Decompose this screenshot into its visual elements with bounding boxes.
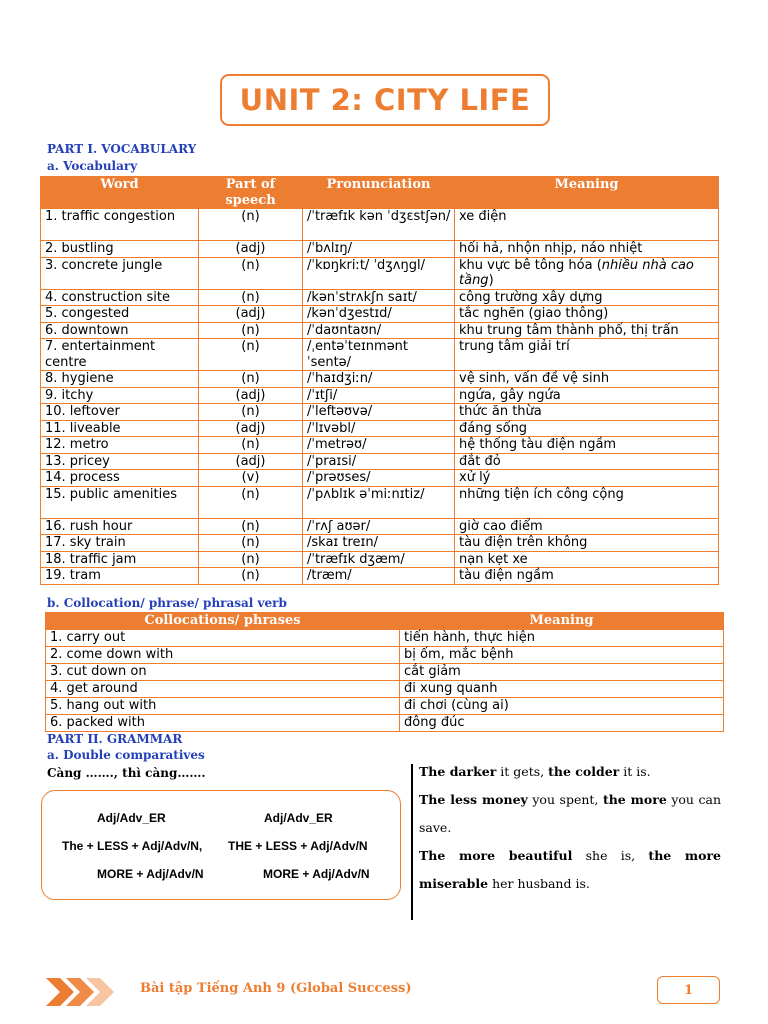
vocab-part-of-speech: (n): [199, 518, 303, 535]
double-comparatives-subheading: a. Double comparatives: [47, 748, 205, 762]
collocation-row: [46, 647, 724, 664]
vocab-meaning: [455, 387, 719, 404]
vocab-part-of-speech: (adj): [199, 387, 303, 404]
vocab-row: [41, 453, 719, 470]
vocab-meaning-text: tắc nghẽn (giao thông): [459, 306, 609, 321]
vocab-meaning-text: công trường xây dựng: [459, 289, 603, 305]
formula-right-line-3: MORE + Adj/Adv/N: [263, 867, 370, 881]
vocab-meaning-text: xe điện: [459, 209, 507, 224]
vocab-meaning-note: nhiều nhà cao tầng: [459, 257, 694, 288]
vocab-word: 2. bustling: [41, 241, 199, 258]
header-pronunciation: Pronunciation: [303, 177, 455, 209]
vocab-part-of-speech: (n): [199, 568, 303, 585]
vocab-part-of-speech: (n): [199, 322, 303, 339]
vocab-row: [41, 241, 719, 258]
vocab-row: [41, 387, 719, 404]
example-emphasis: The darker: [419, 764, 497, 779]
vocab-part-of-speech: (n): [199, 289, 303, 306]
header-collocation-meaning: Meaning: [400, 613, 724, 630]
divider-line: [411, 764, 413, 920]
vocab-meaning-text: nạn kẹt xe: [459, 551, 528, 567]
page-number: 1: [657, 976, 720, 1004]
vocab-row: [41, 470, 719, 487]
vocab-meaning: [455, 437, 719, 454]
vocab-word: 7. entertainment centre: [41, 339, 199, 371]
vocab-word: 15. public amenities: [41, 486, 199, 518]
collocation-row: [46, 715, 724, 732]
vocab-pronunciation: /ˈkɒŋkriːt/ ˈdʒʌŋgl/: [303, 257, 455, 289]
vocab-word: 1. traffic congestion: [41, 209, 199, 241]
vocab-row: [41, 322, 719, 339]
vocab-word: 13. pricey: [41, 453, 199, 470]
vocab-part-of-speech: (n): [199, 371, 303, 388]
formula-right-line-1: Adj/Adv_ER: [264, 811, 333, 825]
collocation-phrase: 4. get around: [46, 681, 400, 698]
vocab-row: [41, 339, 719, 371]
collocation-table: [45, 612, 724, 732]
vocab-word: 11. liveable: [41, 420, 199, 437]
vocab-row: [41, 518, 719, 535]
footer-arrows-icon: [46, 976, 126, 1008]
vocab-part-of-speech: (n): [199, 437, 303, 454]
vocab-word: 14. process: [41, 470, 199, 487]
vocab-word: 3. concrete jungle: [41, 257, 199, 289]
example-emphasis: the more: [602, 792, 667, 807]
vocab-row: [41, 437, 719, 454]
vocab-meaning-text: giờ cao điểm: [459, 518, 543, 534]
vocab-meaning: [455, 209, 719, 241]
vocab-pronunciation: /ˈtræfɪk dʒæm/: [303, 551, 455, 568]
vocab-word: 17. sky train: [41, 535, 199, 552]
vocab-meaning-text: trung tâm giải trí: [459, 339, 570, 354]
example-3: [419, 842, 721, 898]
vocab-meaning: [455, 453, 719, 470]
vocab-pronunciation: /ˈɪtʃi/: [303, 387, 455, 404]
vocab-pronunciation: /kənˈdʒestɪd/: [303, 306, 455, 323]
vocab-part-of-speech: (adj): [199, 306, 303, 323]
example-text: it gets,: [496, 764, 549, 779]
example-2: [419, 786, 721, 842]
vocab-pronunciation: /ˈprəʊses/: [303, 470, 455, 487]
vocab-part-of-speech: (n): [199, 404, 303, 421]
vocab-row: [41, 306, 719, 323]
vocab-meaning: [455, 486, 719, 518]
vocab-word: 8. hygiene: [41, 371, 199, 388]
vocab-meaning: [455, 306, 719, 323]
formula-right-line-2: THE + LESS + Adj/Adv/N: [228, 839, 368, 853]
vocab-meaning-text: xử lý: [459, 470, 491, 485]
vocab-meaning-text: tàu điện trên không: [459, 535, 588, 550]
vocab-pronunciation: /ˈrʌʃ aʊər/: [303, 518, 455, 535]
header-part-of-speech: Part of speech: [199, 177, 303, 209]
vocab-meaning: [455, 551, 719, 568]
vocab-word: 12. metro: [41, 437, 199, 454]
vocab-row: [41, 535, 719, 552]
vocab-word: 6. downtown: [41, 322, 199, 339]
vocab-word: 18. traffic jam: [41, 551, 199, 568]
vocab-row: [41, 404, 719, 421]
collocation-phrase: 2. come down with: [46, 647, 400, 664]
example-emphasis: The more beautiful: [419, 848, 573, 863]
vocab-row: [41, 289, 719, 306]
part2-heading: PART II. GRAMMAR: [47, 732, 183, 746]
example-text: you can save.: [419, 792, 721, 835]
vocab-meaning-text: thức ăn thừa: [459, 404, 542, 419]
vocab-meaning: [455, 339, 719, 371]
vocab-part-of-speech: (v): [199, 470, 303, 487]
vocab-word: 10. leftover: [41, 404, 199, 421]
collocation-heading: b. Collocation/ phrase/ phrasal verb: [47, 596, 287, 610]
vocab-part-of-speech: (n): [199, 535, 303, 552]
collocation-phrase: 1. carry out: [46, 630, 400, 647]
vocab-meaning: [455, 568, 719, 585]
formula-left-line-2: The + LESS + Adj/Adv/N,: [62, 839, 203, 853]
page-title: UNIT 2: CITY LIFE: [220, 74, 550, 126]
vocab-meaning: [455, 470, 719, 487]
vocab-row: [41, 420, 719, 437]
vocab-pronunciation: /træm/: [303, 568, 455, 585]
collocation-row: [46, 664, 724, 681]
collocation-phrase: 6. packed with: [46, 715, 400, 732]
header-meaning: Meaning: [455, 177, 719, 209]
collocation-row: [46, 630, 724, 647]
vocab-meaning-text: những tiện ích công cộng: [459, 486, 624, 502]
vocab-pronunciation: /ˈhaɪdʒiːn/: [303, 371, 455, 388]
vocab-word: 16. rush hour: [41, 518, 199, 535]
vocab-part-of-speech: (n): [199, 257, 303, 289]
formula-left-line-1: Adj/Adv_ER: [97, 811, 166, 825]
example-1: [419, 758, 721, 786]
collocation-row: [46, 681, 724, 698]
vocab-part-of-speech: (adj): [199, 420, 303, 437]
vocab-word: 4. construction site: [41, 289, 199, 306]
vocab-pronunciation: /ˈtræfɪk kən ˈdʒɛstʃən/: [303, 209, 455, 241]
collocation-meaning: đi chơi (cùng ai): [400, 698, 724, 715]
vocab-row: [41, 257, 719, 289]
vocab-part-of-speech: (adj): [199, 453, 303, 470]
vocab-pronunciation: /ˈmetrəʊ/: [303, 437, 455, 454]
vocab-meaning: [455, 420, 719, 437]
vocab-part-of-speech: (n): [199, 486, 303, 518]
vocab-meaning-text: khu vực bê tông hóa (: [459, 257, 602, 273]
vocab-meaning-text: vệ sinh, vấn đề vệ sinh: [459, 371, 610, 386]
header-word: Word: [41, 177, 199, 209]
vocab-part-of-speech: (n): [199, 551, 303, 568]
vocab-part-of-speech: (n): [199, 209, 303, 241]
example-emphasis: the more miserable: [419, 848, 721, 891]
vocab-meaning-text: đáng sống: [459, 420, 528, 436]
collocation-phrase: 3. cut down on: [46, 664, 400, 681]
vocab-pronunciation: /ˌentəˈteɪnmənt ˈsentə/: [303, 339, 455, 371]
collocation-meaning: bị ốm, mắc bệnh: [400, 647, 724, 664]
example-text: you spent,: [527, 792, 603, 807]
collocation-meaning: tiến hành, thực hiện: [400, 630, 724, 647]
header-collocations: Collocations/ phrases: [46, 613, 400, 630]
collocation-row: [46, 698, 724, 715]
collocation-meaning: cắt giảm: [400, 664, 724, 681]
vocab-row: [41, 209, 719, 241]
vocabulary-table: [40, 176, 719, 585]
collocation-meaning: đông đúc: [400, 715, 724, 732]
vocab-meaning: [455, 289, 719, 306]
collocation-phrase: 5. hang out with: [46, 698, 400, 715]
vocab-meaning: [455, 518, 719, 535]
vocab-meaning: [455, 404, 719, 421]
vocab-meaning-end: ): [488, 273, 494, 288]
vocab-pronunciation: /ˈpraɪsi/: [303, 453, 455, 470]
vocab-row: [41, 551, 719, 568]
vocab-word: 19. tram: [41, 568, 199, 585]
vocab-row: [41, 568, 719, 585]
example-emphasis: The less money: [419, 792, 528, 807]
examples-block: [419, 758, 721, 898]
part1-heading: PART I. VOCABULARY: [47, 142, 197, 156]
vocab-word: 5. congested: [41, 306, 199, 323]
example-text: it is.: [619, 764, 651, 779]
vocab-part-of-speech: (n): [199, 339, 303, 371]
vocab-meaning-text: ngứa, gây ngứa: [459, 387, 561, 403]
vocab-meaning: [455, 241, 719, 258]
vocab-pronunciation: /kənˈstrʌkʃn saɪt/: [303, 289, 455, 306]
vocab-meaning: [455, 257, 719, 289]
vocab-meaning-text: khu trung tâm thành phố, thị trấn: [459, 322, 679, 338]
example-text: she is,: [572, 848, 649, 863]
vocab-pronunciation: /ˈpʌblɪk əˈmiːnɪtiz/: [303, 486, 455, 518]
structure-label: Càng ……., thì càng…….: [47, 766, 206, 780]
vocab-part-of-speech: (adj): [199, 241, 303, 258]
example-emphasis: the colder: [548, 764, 620, 779]
example-text: her husband is.: [488, 876, 590, 891]
vocab-row: [41, 371, 719, 388]
vocab-meaning-text: hệ thống tàu điện ngầm: [459, 437, 617, 452]
vocab-meaning: [455, 371, 719, 388]
vocab-pronunciation: /ˈbʌlɪŋ/: [303, 241, 455, 258]
vocab-row: [41, 486, 719, 518]
footer-title: Bài tập Tiếng Anh 9 (Global Success): [140, 981, 412, 996]
vocab-word: 9. itchy: [41, 387, 199, 404]
formula-box: [41, 790, 401, 900]
collocation-meaning: đi xung quanh: [400, 681, 724, 698]
vocab-pronunciation: /ˈlɪvəbl/: [303, 420, 455, 437]
formula-left-line-3: MORE + Adj/Adv/N: [97, 867, 204, 881]
vocab-meaning: [455, 535, 719, 552]
vocab-pronunciation: /ˈdaʊntaʊn/: [303, 322, 455, 339]
vocab-meaning-text: đắt đỏ: [459, 453, 501, 469]
vocab-pronunciation: /skaɪ treɪn/: [303, 535, 455, 552]
vocab-meaning-text: hối hả, nhộn nhịp, náo nhiệt: [459, 241, 643, 256]
vocab-pronunciation: /ˈleftəʊvə/: [303, 404, 455, 421]
vocabulary-subheading: a. Vocabulary: [47, 159, 138, 173]
vocab-meaning-text: tàu điện ngầm: [459, 568, 554, 583]
vocab-meaning: [455, 322, 719, 339]
